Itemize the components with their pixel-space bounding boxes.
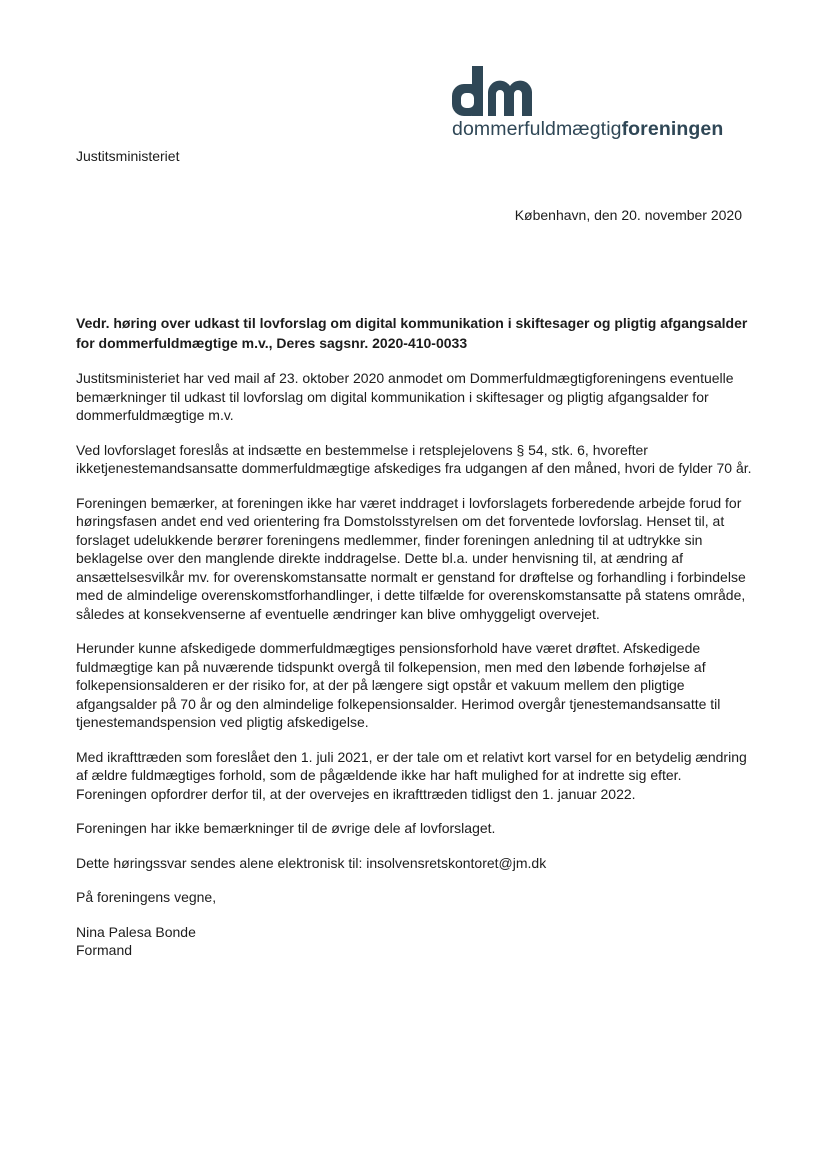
logo-wordmark <box>452 118 723 141</box>
logo-name-light: dommerfuldmægtig <box>452 118 622 140</box>
recipient: Justitsministeriet <box>76 148 180 164</box>
paragraph: Herunder kunne afskedigede dommerfuldmægtiges pensionsforhold have været drøftet. Afskedigede fuldmægtige kan på nuværende tidspunkt overgå til folkepension, men med den løbende forhøjelse af folkepensionsalderen er der risiko for, at der på længere sigt opstår et vakuum mellem den pligtige afgangsalder på 70 år og den almindelige folkepensionsalder. Herimod overgår tjenestemandsansatte til tjenestemandspension ved pligtig afskedigelse. <box>76 640 721 730</box>
logo <box>448 66 748 146</box>
paragraph: Foreningen bemærker, at foreningen ikke har været inddraget i lovforslagets forberedende arbejde forud for høringsfasen andet end ved orientering fra Domstolsstyrelsen om det forventede lovforslag. Henset til, at forslaget udelukkende berører foreningens medlemmer, finder foreningen anledning til at udtrykke sin beklagelse over den manglende direkte inddragelse. Dette bl.a. under henvisning til, at ændring af ansættelsesvilkår mv. for overenskomstansatte normalt er genstand for drøftelse og forhandling i forbindelse med de almindelige overenskomstforhandlinger, i dette tilfælde for overenskomstansatte på statens område, således at konsekvenserne af eventuelle ændringer kan blive omhyggeligt overvejet. <box>76 494 746 622</box>
date-line: København, den 20. november 2020 <box>514 207 742 223</box>
logo-name-bold: foreningen <box>621 118 724 140</box>
paragraph: Med ikrafttræden som foreslået den 1. juli 2021, er der tale om et relativt kort varsel for en betydelig ændring af ældre fuldmægtiges forhold, som de pågældende ikke har haft mulighed for at indrette sig efter. Foreningen opfordrer derfor til, at der overvejes en ikrafttræden tidligst den 1. januar 2022. <box>76 748 747 802</box>
signature-title: Formand <box>76 942 133 958</box>
closing: På foreningens vegne, <box>76 889 217 905</box>
subject-line: Vedr. høring over udkast til lovforslag om digital kommunikation i skiftesager og pligtig afgangsalder for dommerfuldmægtige m.v., Deres sagsnr. 2020-410-0033 <box>76 315 748 351</box>
signature-name: Nina Palesa Bonde <box>76 923 196 940</box>
paragraph: Dette høringssvar sendes alene elektronisk til: insolvensretskontoret@jm.dk <box>76 854 547 871</box>
letter-body <box>76 369 756 960</box>
dm-logo-mark <box>452 66 534 116</box>
signature-block <box>76 923 756 960</box>
paragraph: Justitsministeriet har ved mail af 23. oktober 2020 anmodet om Dommerfuldmægtigforeningens eventuelle bemærkninger til udkast til lovforslag om digital kommunikation i skiftesager og pligtig afgangsalder for dommerfuldmægtige m.v. <box>76 370 734 423</box>
paragraph: Foreningen har ikke bemærkninger til de øvrige dele af lovforslaget. <box>76 820 496 836</box>
paragraph: Ved lovforslaget foreslås at indsætte en bestemmelse i retsplejelovens § 54, stk. 6, hvorefter ikketjenestemandsansatte dommerfuldmægtige afskediges fra udgangen af den måned, hvori de fylder 70 år. <box>76 441 752 476</box>
